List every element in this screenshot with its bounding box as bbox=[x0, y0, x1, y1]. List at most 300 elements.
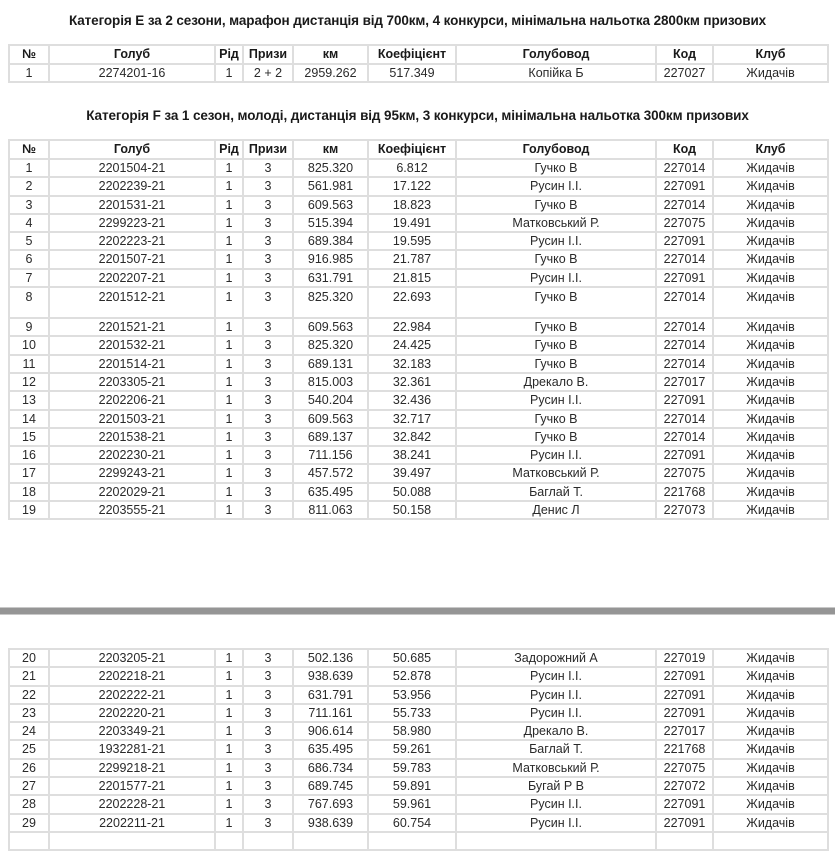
cell-pigeon-ring: 2203205-21 bbox=[49, 649, 215, 667]
cell-sex: 1 bbox=[215, 428, 243, 446]
cell-number: 7 bbox=[9, 269, 49, 287]
cell-coefficient: 19.491 bbox=[368, 214, 456, 232]
column-header-club: Клуб bbox=[713, 140, 828, 159]
cell-fancier: Гучко В bbox=[456, 428, 656, 446]
cell-code: 227091 bbox=[656, 814, 713, 832]
cell-fancier: Русин І.І. bbox=[456, 391, 656, 409]
cell-number: 18 bbox=[9, 483, 49, 501]
cell-club: Жидачів bbox=[713, 250, 828, 268]
cell-code: 227019 bbox=[656, 649, 713, 667]
cell-km: 2959.262 bbox=[293, 64, 368, 82]
cell-code: 227091 bbox=[656, 269, 713, 287]
table-body bbox=[9, 64, 828, 82]
cell-code: 227027 bbox=[656, 64, 713, 82]
cell-prizes: 3 bbox=[243, 410, 293, 428]
cell-club: Жидачів bbox=[713, 501, 828, 519]
cell-club: Жидачів bbox=[713, 704, 828, 722]
cell-fancier: Русин І.І. bbox=[456, 686, 656, 704]
cell-prizes: 3 bbox=[243, 704, 293, 722]
category-e-title: Категорія E за 2 сезони, марафон дистанція від 700км, 4 конкурси, мінімальна нальотка 2800км призових bbox=[68, 13, 767, 28]
cell-prizes: 3 bbox=[243, 777, 293, 795]
cell-pigeon-ring: 2201521-21 bbox=[49, 318, 215, 336]
cell-coefficient: 21.815 bbox=[368, 269, 456, 287]
cell-pigeon-ring: 2299243-21 bbox=[49, 464, 215, 482]
cell-coefficient: 50.158 bbox=[368, 501, 456, 519]
cell-km: 609.563 bbox=[293, 196, 368, 214]
cell-km: 916.985 bbox=[293, 250, 368, 268]
cell-sex: 1 bbox=[215, 795, 243, 813]
cell-fancier: Гучко В bbox=[456, 287, 656, 318]
cell-sex: 1 bbox=[215, 355, 243, 373]
cell-km: 631.791 bbox=[293, 686, 368, 704]
cell-km: 609.563 bbox=[293, 410, 368, 428]
cell-code: 227014 bbox=[656, 410, 713, 428]
category-f-table bbox=[8, 139, 829, 520]
cell-fancier: Русин І.І. bbox=[456, 177, 656, 195]
cell-club: Жидачів bbox=[713, 355, 828, 373]
cell-sex: 1 bbox=[215, 214, 243, 232]
cell-club: Жидачів bbox=[713, 318, 828, 336]
header-row bbox=[9, 45, 828, 64]
cell-coefficient: 59.961 bbox=[368, 795, 456, 813]
cell-sex: 1 bbox=[215, 410, 243, 428]
cell-coefficient: 38.241 bbox=[368, 446, 456, 464]
table-row bbox=[9, 446, 828, 464]
cell-pigeon-ring: 2202211-21 bbox=[49, 814, 215, 832]
cell-prizes: 3 bbox=[243, 722, 293, 740]
cell-coefficient: 50.685 bbox=[368, 649, 456, 667]
cell-sex: 1 bbox=[215, 318, 243, 336]
cell-coefficient: 22.984 bbox=[368, 318, 456, 336]
column-header-number: № bbox=[9, 140, 49, 159]
table-row bbox=[9, 391, 828, 409]
column-header-prizes: Призи bbox=[243, 45, 293, 64]
cell-club: Жидачів bbox=[713, 649, 828, 667]
cell-sex: 1 bbox=[215, 196, 243, 214]
table-row bbox=[9, 336, 828, 354]
cell-sex: 1 bbox=[215, 64, 243, 82]
table-row bbox=[9, 649, 828, 667]
cell-club: Жидачів bbox=[713, 722, 828, 740]
header-row bbox=[9, 140, 828, 159]
cell-coefficient: 55.733 bbox=[368, 704, 456, 722]
cell-coefficient: 58.980 bbox=[368, 722, 456, 740]
cell-prizes: 3 bbox=[243, 287, 293, 318]
cell-sex: 1 bbox=[215, 501, 243, 519]
cell-coefficient: 19.595 bbox=[368, 232, 456, 250]
cell-fancier: Русин І.І. bbox=[456, 704, 656, 722]
cell-coefficient: 17.122 bbox=[368, 177, 456, 195]
cell-fancier: Русин І.І. bbox=[456, 269, 656, 287]
table-row bbox=[9, 410, 828, 428]
cell-fancier: Матковський Р. bbox=[456, 214, 656, 232]
cell-code: 227091 bbox=[656, 704, 713, 722]
cell-km: 540.204 bbox=[293, 391, 368, 409]
table-row bbox=[9, 373, 828, 391]
cell-prizes: 3 bbox=[243, 501, 293, 519]
cell-code: 227014 bbox=[656, 355, 713, 373]
cell-number: 1 bbox=[9, 159, 49, 177]
cell-pigeon-ring: 2299218-21 bbox=[49, 759, 215, 777]
cell-number: 16 bbox=[9, 446, 49, 464]
cell-number: 25 bbox=[9, 740, 49, 758]
cell-number: 28 bbox=[9, 795, 49, 813]
cell-club: Жидачів bbox=[713, 232, 828, 250]
table-row bbox=[9, 232, 828, 250]
cell-fancier bbox=[456, 832, 656, 850]
cell-club: Жидачів bbox=[713, 686, 828, 704]
table-row bbox=[9, 177, 828, 195]
cell-fancier: Задорожний А bbox=[456, 649, 656, 667]
table-row bbox=[9, 704, 828, 722]
cell-pigeon-ring: 2202207-21 bbox=[49, 269, 215, 287]
table-row bbox=[9, 250, 828, 268]
table-row bbox=[9, 795, 828, 813]
cell-pigeon-ring: 2202222-21 bbox=[49, 686, 215, 704]
cell-prizes: 3 bbox=[243, 196, 293, 214]
cell-coefficient: 517.349 bbox=[368, 64, 456, 82]
column-header-coefficient: Коефіцієнт bbox=[368, 140, 456, 159]
cell-number: 15 bbox=[9, 428, 49, 446]
cell-number: 3 bbox=[9, 196, 49, 214]
cell-club: Жидачів bbox=[713, 336, 828, 354]
cell-sex: 1 bbox=[215, 250, 243, 268]
cell-sex: 1 bbox=[215, 649, 243, 667]
cell-pigeon-ring: 2201514-21 bbox=[49, 355, 215, 373]
table-row bbox=[9, 269, 828, 287]
column-header-pigeon-ring: Голуб bbox=[49, 140, 215, 159]
cell-prizes: 3 bbox=[243, 159, 293, 177]
cell-pigeon-ring bbox=[49, 832, 215, 850]
cell-code: 221768 bbox=[656, 740, 713, 758]
cell-number: 5 bbox=[9, 232, 49, 250]
cell-pigeon-ring: 2201512-21 bbox=[49, 287, 215, 318]
cell-code: 221768 bbox=[656, 483, 713, 501]
column-header-fancier: Голубовод bbox=[456, 45, 656, 64]
table-header bbox=[9, 45, 828, 64]
cell-km: 515.394 bbox=[293, 214, 368, 232]
category-f-table-continued bbox=[8, 648, 829, 851]
cell-prizes: 3 bbox=[243, 814, 293, 832]
column-header-code: Код bbox=[656, 45, 713, 64]
cell-prizes: 2 + 2 bbox=[243, 64, 293, 82]
cell-sex: 1 bbox=[215, 373, 243, 391]
cell-km: 825.320 bbox=[293, 287, 368, 318]
cell-club: Жидачів bbox=[713, 446, 828, 464]
table-row bbox=[9, 214, 828, 232]
cell-coefficient: 53.956 bbox=[368, 686, 456, 704]
cell-fancier: Дрекало В. bbox=[456, 373, 656, 391]
cell-km: 711.156 bbox=[293, 446, 368, 464]
cell-club: Жидачів bbox=[713, 777, 828, 795]
table-row bbox=[9, 759, 828, 777]
cell-code: 227014 bbox=[656, 336, 713, 354]
cell-number: 12 bbox=[9, 373, 49, 391]
cell-code: 227091 bbox=[656, 686, 713, 704]
cell-number: 4 bbox=[9, 214, 49, 232]
cell-code: 227075 bbox=[656, 214, 713, 232]
cell-prizes: 3 bbox=[243, 667, 293, 685]
cell-km: 825.320 bbox=[293, 159, 368, 177]
cell-sex: 1 bbox=[215, 287, 243, 318]
cell-coefficient: 52.878 bbox=[368, 667, 456, 685]
cell-prizes: 3 bbox=[243, 269, 293, 287]
cell-sex: 1 bbox=[215, 777, 243, 795]
cell-prizes: 3 bbox=[243, 428, 293, 446]
cell-club: Жидачів bbox=[713, 287, 828, 318]
cell-number: 1 bbox=[9, 64, 49, 82]
column-header-code: Код bbox=[656, 140, 713, 159]
cell-prizes: 3 bbox=[243, 232, 293, 250]
cell-km: 609.563 bbox=[293, 318, 368, 336]
category-e-table bbox=[8, 44, 829, 83]
cell-sex: 1 bbox=[215, 722, 243, 740]
column-header-fancier: Голубовод bbox=[456, 140, 656, 159]
column-header-coefficient: Коефіцієнт bbox=[368, 45, 456, 64]
column-header-sex: Рід bbox=[215, 45, 243, 64]
column-header-sex: Рід bbox=[215, 140, 243, 159]
cell-sex: 1 bbox=[215, 159, 243, 177]
cell-fancier: Копійка Б bbox=[456, 64, 656, 82]
cell-pigeon-ring: 2202206-21 bbox=[49, 391, 215, 409]
cell-pigeon-ring: 2201504-21 bbox=[49, 159, 215, 177]
cell-fancier: Матковський Р. bbox=[456, 759, 656, 777]
cell-club: Жидачів bbox=[713, 428, 828, 446]
table-row bbox=[9, 318, 828, 336]
cell-code: 227014 bbox=[656, 159, 713, 177]
cell-pigeon-ring: 2299223-21 bbox=[49, 214, 215, 232]
cell-prizes: 3 bbox=[243, 759, 293, 777]
cell-km: 815.003 bbox=[293, 373, 368, 391]
cell-number: 19 bbox=[9, 501, 49, 519]
cell-number: 27 bbox=[9, 777, 49, 795]
cell-coefficient: 22.693 bbox=[368, 287, 456, 318]
cell-code: 227014 bbox=[656, 318, 713, 336]
cell-prizes: 3 bbox=[243, 318, 293, 336]
cell-coefficient: 32.842 bbox=[368, 428, 456, 446]
cell-prizes: 3 bbox=[243, 446, 293, 464]
cell-coefficient: 32.183 bbox=[368, 355, 456, 373]
cell-code: 227091 bbox=[656, 667, 713, 685]
cell-fancier: Баглай Т. bbox=[456, 483, 656, 501]
cell-sex bbox=[215, 832, 243, 850]
cell-code: 227091 bbox=[656, 446, 713, 464]
cell-coefficient: 6.812 bbox=[368, 159, 456, 177]
cell-sex: 1 bbox=[215, 464, 243, 482]
cell-sex: 1 bbox=[215, 446, 243, 464]
table-header bbox=[9, 140, 828, 159]
table-body bbox=[9, 159, 828, 519]
cell-number: 26 bbox=[9, 759, 49, 777]
table-row bbox=[9, 832, 828, 850]
cell-prizes: 3 bbox=[243, 391, 293, 409]
table-row bbox=[9, 428, 828, 446]
cell-number: 9 bbox=[9, 318, 49, 336]
cell-sex: 1 bbox=[215, 269, 243, 287]
cell-pigeon-ring: 2202228-21 bbox=[49, 795, 215, 813]
cell-prizes: 3 bbox=[243, 250, 293, 268]
cell-coefficient: 59.783 bbox=[368, 759, 456, 777]
cell-coefficient: 59.891 bbox=[368, 777, 456, 795]
page-break-divider bbox=[0, 607, 835, 615]
cell-km: 825.320 bbox=[293, 336, 368, 354]
cell-club: Жидачів bbox=[713, 214, 828, 232]
cell-sex: 1 bbox=[215, 177, 243, 195]
cell-km: 938.639 bbox=[293, 814, 368, 832]
cell-prizes: 3 bbox=[243, 336, 293, 354]
cell-number: 29 bbox=[9, 814, 49, 832]
cell-prizes: 3 bbox=[243, 483, 293, 501]
cell-fancier: Баглай Т. bbox=[456, 740, 656, 758]
cell-code: 227075 bbox=[656, 759, 713, 777]
cell-km: 631.791 bbox=[293, 269, 368, 287]
table-body bbox=[9, 649, 828, 850]
cell-number: 24 bbox=[9, 722, 49, 740]
cell-club: Жидачів bbox=[713, 196, 828, 214]
cell-code: 227091 bbox=[656, 795, 713, 813]
cell-club: Жидачів bbox=[713, 814, 828, 832]
cell-sex: 1 bbox=[215, 667, 243, 685]
cell-coefficient: 32.361 bbox=[368, 373, 456, 391]
cell-fancier: Гучко В bbox=[456, 318, 656, 336]
cell-pigeon-ring: 1932281-21 bbox=[49, 740, 215, 758]
cell-number: 11 bbox=[9, 355, 49, 373]
cell-sex: 1 bbox=[215, 483, 243, 501]
cell-fancier: Гучко В bbox=[456, 250, 656, 268]
cell-km bbox=[293, 832, 368, 850]
cell-coefficient: 60.754 bbox=[368, 814, 456, 832]
table-row bbox=[9, 464, 828, 482]
cell-club: Жидачів bbox=[713, 759, 828, 777]
cell-club: Жидачів bbox=[713, 373, 828, 391]
cell-code: 227014 bbox=[656, 287, 713, 318]
cell-km: 689.131 bbox=[293, 355, 368, 373]
cell-prizes: 3 bbox=[243, 649, 293, 667]
cell-club: Жидачів bbox=[713, 464, 828, 482]
cell-coefficient: 50.088 bbox=[368, 483, 456, 501]
cell-number: 21 bbox=[9, 667, 49, 685]
cell-pigeon-ring: 2202218-21 bbox=[49, 667, 215, 685]
cell-coefficient: 32.436 bbox=[368, 391, 456, 409]
cell-km: 906.614 bbox=[293, 722, 368, 740]
cell-number bbox=[9, 832, 49, 850]
cell-prizes: 3 bbox=[243, 464, 293, 482]
cell-pigeon-ring: 2202239-21 bbox=[49, 177, 215, 195]
cell-sex: 1 bbox=[215, 814, 243, 832]
category-f-title: Категорія F за 1 сезон, молоді, дистанція від 95км, 3 конкурси, мінімальна нальотка 300км призових bbox=[86, 108, 749, 123]
cell-km: 635.495 bbox=[293, 740, 368, 758]
cell-prizes: 3 bbox=[243, 795, 293, 813]
cell-coefficient: 59.261 bbox=[368, 740, 456, 758]
table-row bbox=[9, 287, 828, 318]
cell-pigeon-ring: 2201507-21 bbox=[49, 250, 215, 268]
cell-fancier: Гучко В bbox=[456, 410, 656, 428]
cell-code: 227091 bbox=[656, 177, 713, 195]
cell-club: Жидачів bbox=[713, 795, 828, 813]
cell-prizes: 3 bbox=[243, 740, 293, 758]
cell-number: 20 bbox=[9, 649, 49, 667]
cell-pigeon-ring: 2202223-21 bbox=[49, 232, 215, 250]
column-header-prizes: Призи bbox=[243, 140, 293, 159]
cell-number: 14 bbox=[9, 410, 49, 428]
cell-prizes bbox=[243, 832, 293, 850]
cell-club: Жидачів bbox=[713, 391, 828, 409]
cell-number: 17 bbox=[9, 464, 49, 482]
cell-fancier: Русин І.І. bbox=[456, 232, 656, 250]
cell-km: 686.734 bbox=[293, 759, 368, 777]
cell-pigeon-ring: 2202230-21 bbox=[49, 446, 215, 464]
cell-club: Жидачів bbox=[713, 410, 828, 428]
cell-km: 457.572 bbox=[293, 464, 368, 482]
cell-code: 227014 bbox=[656, 428, 713, 446]
cell-sex: 1 bbox=[215, 759, 243, 777]
cell-fancier: Гучко В bbox=[456, 336, 656, 354]
cell-code: 227014 bbox=[656, 250, 713, 268]
column-header-km: км bbox=[293, 45, 368, 64]
cell-km: 502.136 bbox=[293, 649, 368, 667]
cell-number: 10 bbox=[9, 336, 49, 354]
cell-coefficient: 24.425 bbox=[368, 336, 456, 354]
cell-coefficient: 32.717 bbox=[368, 410, 456, 428]
cell-pigeon-ring: 2202029-21 bbox=[49, 483, 215, 501]
table-row bbox=[9, 483, 828, 501]
cell-code: 227017 bbox=[656, 373, 713, 391]
table-row bbox=[9, 777, 828, 795]
cell-km: 689.137 bbox=[293, 428, 368, 446]
cell-code: 227014 bbox=[656, 196, 713, 214]
cell-km: 689.384 bbox=[293, 232, 368, 250]
table-row bbox=[9, 159, 828, 177]
cell-fancier: Русин І.І. bbox=[456, 667, 656, 685]
cell-fancier: Бугай Р В bbox=[456, 777, 656, 795]
cell-club: Жидачів bbox=[713, 159, 828, 177]
cell-pigeon-ring: 2201531-21 bbox=[49, 196, 215, 214]
cell-km: 689.745 bbox=[293, 777, 368, 795]
cell-fancier: Денис Л bbox=[456, 501, 656, 519]
cell-club: Жидачів bbox=[713, 483, 828, 501]
table-row bbox=[9, 686, 828, 704]
cell-km: 561.981 bbox=[293, 177, 368, 195]
cell-fancier: Матковський Р. bbox=[456, 464, 656, 482]
cell-pigeon-ring: 2201503-21 bbox=[49, 410, 215, 428]
cell-km: 811.063 bbox=[293, 501, 368, 519]
cell-club: Жидачів bbox=[713, 177, 828, 195]
cell-fancier: Русин І.І. bbox=[456, 814, 656, 832]
cell-coefficient: 18.823 bbox=[368, 196, 456, 214]
cell-number: 13 bbox=[9, 391, 49, 409]
cell-sex: 1 bbox=[215, 391, 243, 409]
cell-club: Жидачів bbox=[713, 667, 828, 685]
column-header-pigeon-ring: Голуб bbox=[49, 45, 215, 64]
table-row bbox=[9, 196, 828, 214]
cell-pigeon-ring: 2201577-21 bbox=[49, 777, 215, 795]
cell-sex: 1 bbox=[215, 740, 243, 758]
cell-prizes: 3 bbox=[243, 686, 293, 704]
cell-pigeon-ring: 2201532-21 bbox=[49, 336, 215, 354]
cell-km: 938.639 bbox=[293, 667, 368, 685]
cell-club: Жидачів bbox=[713, 64, 828, 82]
cell-code: 227091 bbox=[656, 232, 713, 250]
cell-coefficient: 39.497 bbox=[368, 464, 456, 482]
cell-code: 227017 bbox=[656, 722, 713, 740]
cell-km: 635.495 bbox=[293, 483, 368, 501]
cell-km: 767.693 bbox=[293, 795, 368, 813]
cell-sex: 1 bbox=[215, 704, 243, 722]
cell-number: 6 bbox=[9, 250, 49, 268]
table-row bbox=[9, 722, 828, 740]
cell-pigeon-ring: 2274201-16 bbox=[49, 64, 215, 82]
cell-code: 227073 bbox=[656, 501, 713, 519]
